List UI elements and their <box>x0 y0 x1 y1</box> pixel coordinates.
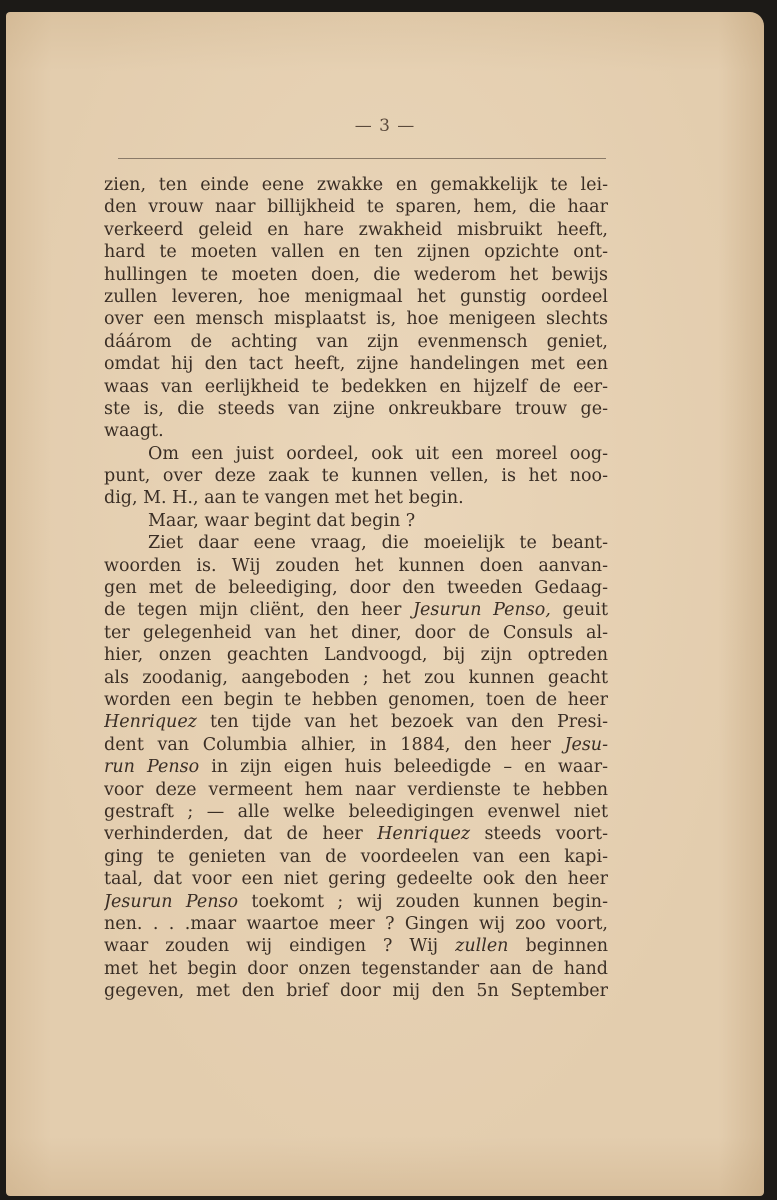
text-segment: omdat hij den tact heeft, zijne handelingen met een <box>104 354 608 375</box>
text-segment: gestraft ; — alle welke beleedigingen evenwel niet <box>104 801 608 822</box>
text-segment: over een mensch misplaatst is, hoe menigeen slechts <box>104 309 608 330</box>
text-line <box>104 219 608 241</box>
text-segment: waas van eerlijkheid te bedekken en hijzelf de eer- <box>104 376 608 397</box>
text-segment: ging te genieten van de voordeelen van een kapi- <box>104 846 608 867</box>
header-rule <box>118 158 606 159</box>
text-segment: beginnen <box>508 936 608 957</box>
text-line <box>104 756 608 778</box>
text-line <box>104 779 608 801</box>
text-line <box>104 846 608 868</box>
text-segment: hullingen te moeten doen, die wederom het bewijs <box>104 264 608 285</box>
italic-name: Jesurun Penso <box>104 891 238 912</box>
book-page <box>6 12 764 1196</box>
text-line <box>104 443 608 465</box>
text-segment: voor deze vermeent hem naar verdienste te hebben <box>104 779 608 800</box>
text-segment: ten tijde van het bezoek van den Presi- <box>196 712 608 733</box>
text-line <box>104 577 608 599</box>
text-segment: gegeven, met den brief door mij den 5n September <box>104 981 608 1002</box>
text-line <box>104 465 608 487</box>
text-segment: Om een juist oordeel, ook uit een moreel oog- <box>148 443 608 464</box>
text-line <box>104 532 608 554</box>
text-segment: steeds voort- <box>470 824 608 845</box>
italic-name: run Penso <box>104 757 200 778</box>
text-segment: in zijn eigen huis beleedigde – en waar- <box>199 757 608 778</box>
text-line <box>104 711 608 733</box>
text-line <box>104 913 608 935</box>
text-segment: waagt. <box>104 421 164 442</box>
page-number: — 3 — <box>354 116 416 136</box>
text-line <box>104 308 608 330</box>
text-segment: dent van Columbia alhier, in 1884, den heer <box>104 734 565 755</box>
text-line <box>104 868 608 890</box>
italic-name: Jesu- <box>564 734 608 755</box>
text-segment: punt, over deze zaak te kunnen vellen, is het noo- <box>104 466 608 487</box>
text-segment: dig, M. H., aan te vangen met het begin. <box>104 488 464 509</box>
text-segment: zien, ten einde eene zwakke en gemakkelijk te lei- <box>104 175 608 195</box>
text-line <box>104 376 608 398</box>
text-line <box>104 958 608 980</box>
italic-name: zullen <box>455 936 509 957</box>
text-segment: taal, dat voor een niet gering gedeelte ook den heer <box>104 869 608 890</box>
text-line <box>104 689 608 711</box>
text-line <box>104 353 608 375</box>
text-line <box>104 980 608 1002</box>
text-segment: woorden is. Wij zouden het kunnen doen aanvan- <box>104 555 608 576</box>
text-segment: toekomt ; wij zouden kunnen begin- <box>238 891 608 912</box>
text-segment: waar zouden wij eindigen ? Wij <box>104 936 456 957</box>
text-segment: ter gelegenheid van het diner, door de Consuls al- <box>104 622 608 643</box>
text-line <box>104 823 608 845</box>
text-line <box>104 174 608 196</box>
italic-name: Henriquez <box>104 712 197 733</box>
text-line <box>104 599 608 621</box>
text-line <box>104 644 608 666</box>
text-line <box>104 420 608 442</box>
text-line <box>104 264 608 286</box>
text-segment: verkeerd geleid en hare zwakheid misbruikt heeft, <box>104 219 608 240</box>
text-line <box>104 398 608 420</box>
body-text <box>104 174 608 1002</box>
text-segment: nen. . . .maar waartoe meer ? Gingen wij zoo voort, <box>104 913 608 934</box>
text-line <box>104 487 608 509</box>
text-segment: met het begin door onzen tegenstander aan de hand <box>104 958 608 979</box>
text-segment: de tegen mijn cliënt, den heer <box>104 600 413 621</box>
text-segment: hier, onzen geachten Landvoogd, bij zijn optreden <box>104 645 608 666</box>
text-segment: gen met de beleediging, door den tweeden Gedaag- <box>104 578 608 599</box>
text-line <box>104 331 608 353</box>
text-line <box>104 241 608 263</box>
text-segment: zullen leveren, hoe menigmaal het gunstig oordeel <box>104 286 608 307</box>
text-segment: hard te moeten vallen en ten zijnen opzichte ont- <box>104 242 608 263</box>
text-line <box>104 622 608 644</box>
text-segment: geuit <box>550 600 608 621</box>
text-segment: den vrouw naar billijkheid te sparen, hem, die haar <box>104 197 608 218</box>
text-segment: worden een begin te hebben genomen, toen de heer <box>104 689 608 710</box>
text-line <box>104 667 608 689</box>
italic-name: Henriquez <box>377 824 471 845</box>
text-segment: Maar, waar begint dat begin ? <box>148 510 416 531</box>
text-line <box>104 286 608 308</box>
text-line <box>104 196 608 218</box>
text-line <box>104 734 608 756</box>
text-line <box>104 510 608 532</box>
text-segment: dáárom de achting van zijn evenmensch geniet, <box>104 331 608 352</box>
italic-name: Jesurun Penso, <box>412 600 551 621</box>
text-line <box>104 935 608 957</box>
text-segment: verhinderden, dat de heer <box>104 824 378 845</box>
text-segment: als zoodanig, aangeboden ; het zou kunnen geacht <box>104 667 608 688</box>
text-segment: Ziet daar eene vraag, die moeielijk te beant- <box>148 533 608 554</box>
text-line <box>104 801 608 823</box>
text-line <box>104 555 608 577</box>
text-line <box>104 891 608 913</box>
text-segment: ste is, die steeds van zijne onkreukbare trouw ge- <box>104 398 608 419</box>
